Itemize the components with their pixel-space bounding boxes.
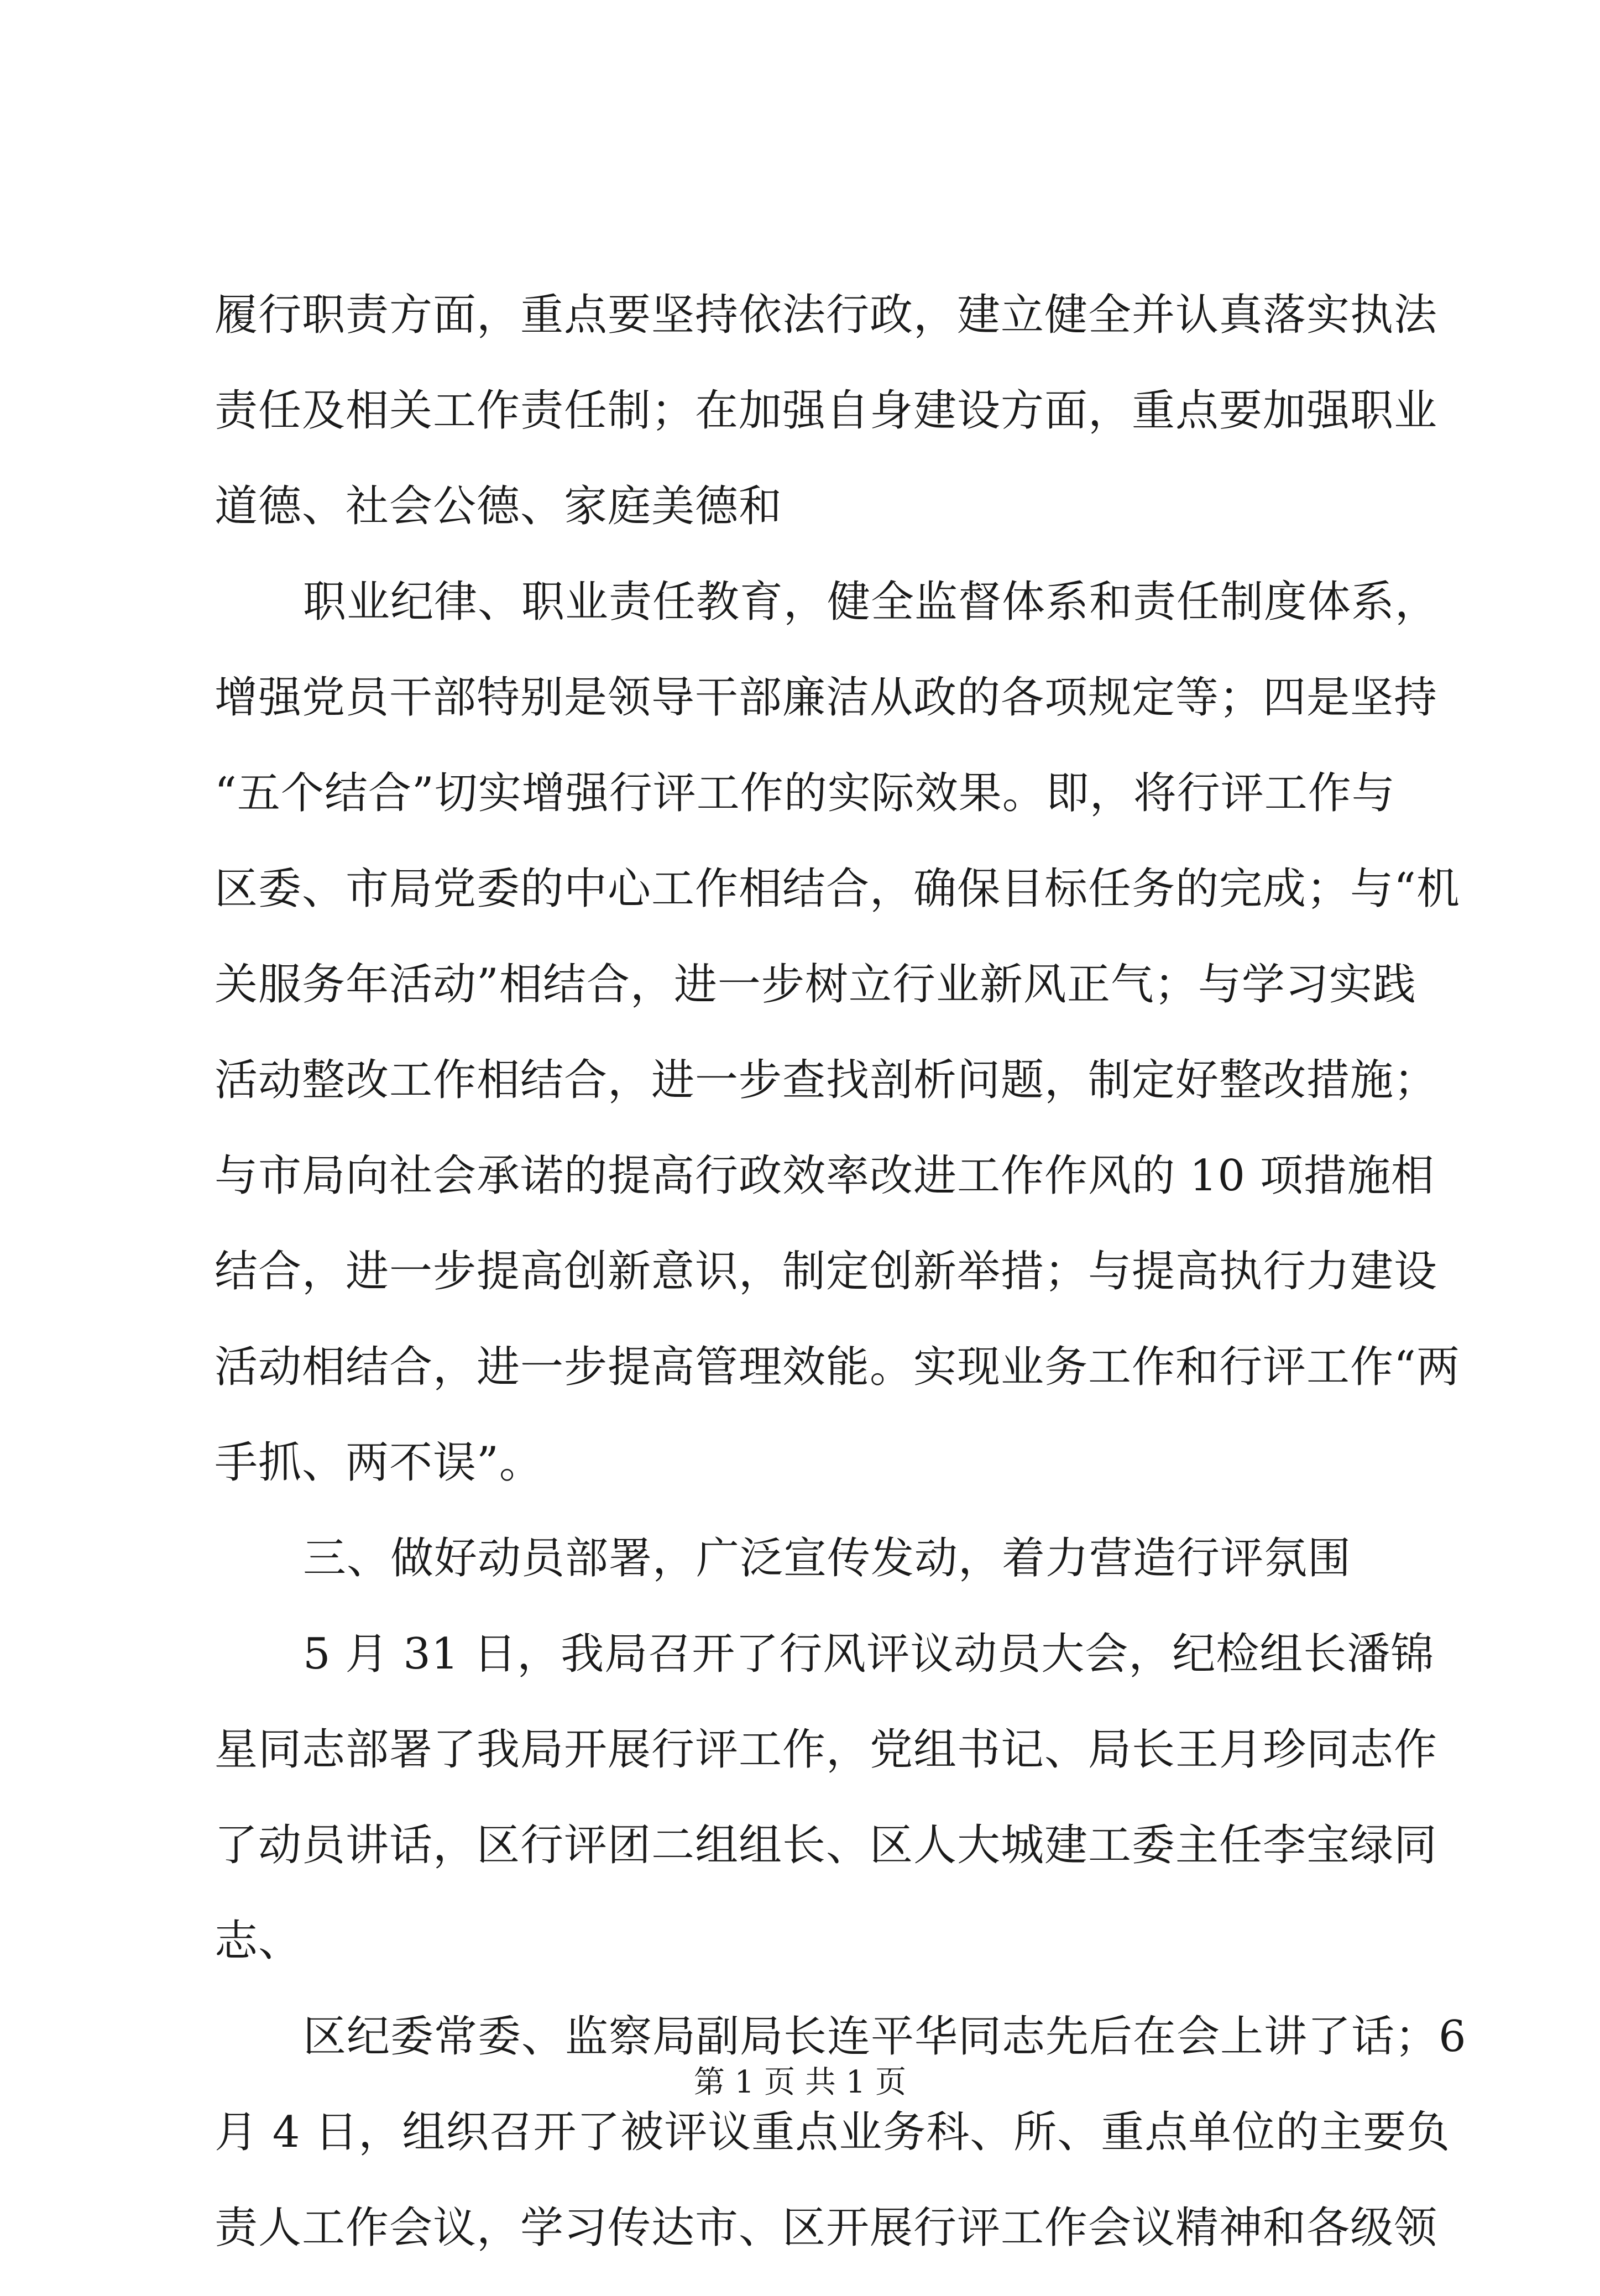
text-line: 与市局向社会承诺的提高行政效率改进工作作风的 10 项措施相 [215, 1151, 1435, 1201]
section-heading: 三、做好动员部署，广泛宣传发动，着力营造行评氛围 [303, 1534, 1352, 1583]
text-line: 道德、社会公德、家庭美德和 [215, 482, 783, 531]
text-line: 了动员讲话，区行评团二组组长、区人大城建工委主任李宝绿同 [215, 1821, 1438, 1870]
paragraph-start-line: 5 月 31 日，我局召开了行风评议动员大会，纪检组长潘锦 [303, 1629, 1435, 1679]
paragraph-start-line: 区纪委常委、监察局副局长连平华同志先后在会上讲了话；6 [303, 2012, 1467, 2062]
paragraph-start-line: 职业纪律、职业责任教育，健全监督体系和责任制度体系， [303, 577, 1439, 627]
document-body [215, 287, 1467, 2296]
text-line: 责人工作会议，学习传达市、区开展行评工作会议精神和各级领 [215, 2203, 1438, 2253]
text-line: 履行职责方面，重点要坚持依法行政，建立健全并认真落实执法 [215, 290, 1438, 340]
text-line: 手抓、两不误”。 [215, 1438, 543, 1488]
text-line: 活动整改工作相结合，进一步查找剖析问题，制定好整改措施； [215, 1055, 1438, 1105]
text-line: 星同志部署了我局开展行评工作，党组书记、局长王月珍同志作 [215, 1725, 1438, 1775]
text-line: 月 4 日，组织召开了被评议重点业务科、所、重点单位的主要负 [215, 2107, 1451, 2157]
text-line: 增强党员干部特别是领导干部廉洁从政的各项规定等；四是坚持 [215, 673, 1438, 723]
text-line: 结合，进一步提高创新意识，制定创新举措；与提高执行力建设 [215, 1247, 1438, 1296]
text-line: “五个结合”切实增强行评工作的实际效果。即，将行评工作与 [215, 768, 1395, 818]
page-footer: 第 1 页 共 1 页 [693, 2064, 907, 2100]
text-line: 责任及相关工作责任制；在加强自身建设方面，重点要加强职业 [215, 386, 1438, 436]
text-line: 活动相结合，进一步提高管理效能。实现业务工作和行评工作“两 [215, 1342, 1460, 1392]
text-line: 关服务年活动”相结合，进一步树立行业新风正气；与学习实践 [215, 960, 1416, 1010]
text-line: 区委、市局党委的中心工作相结合，确保目标任务的完成；与“机 [215, 864, 1460, 914]
text-line: 志、 [215, 1916, 302, 1966]
